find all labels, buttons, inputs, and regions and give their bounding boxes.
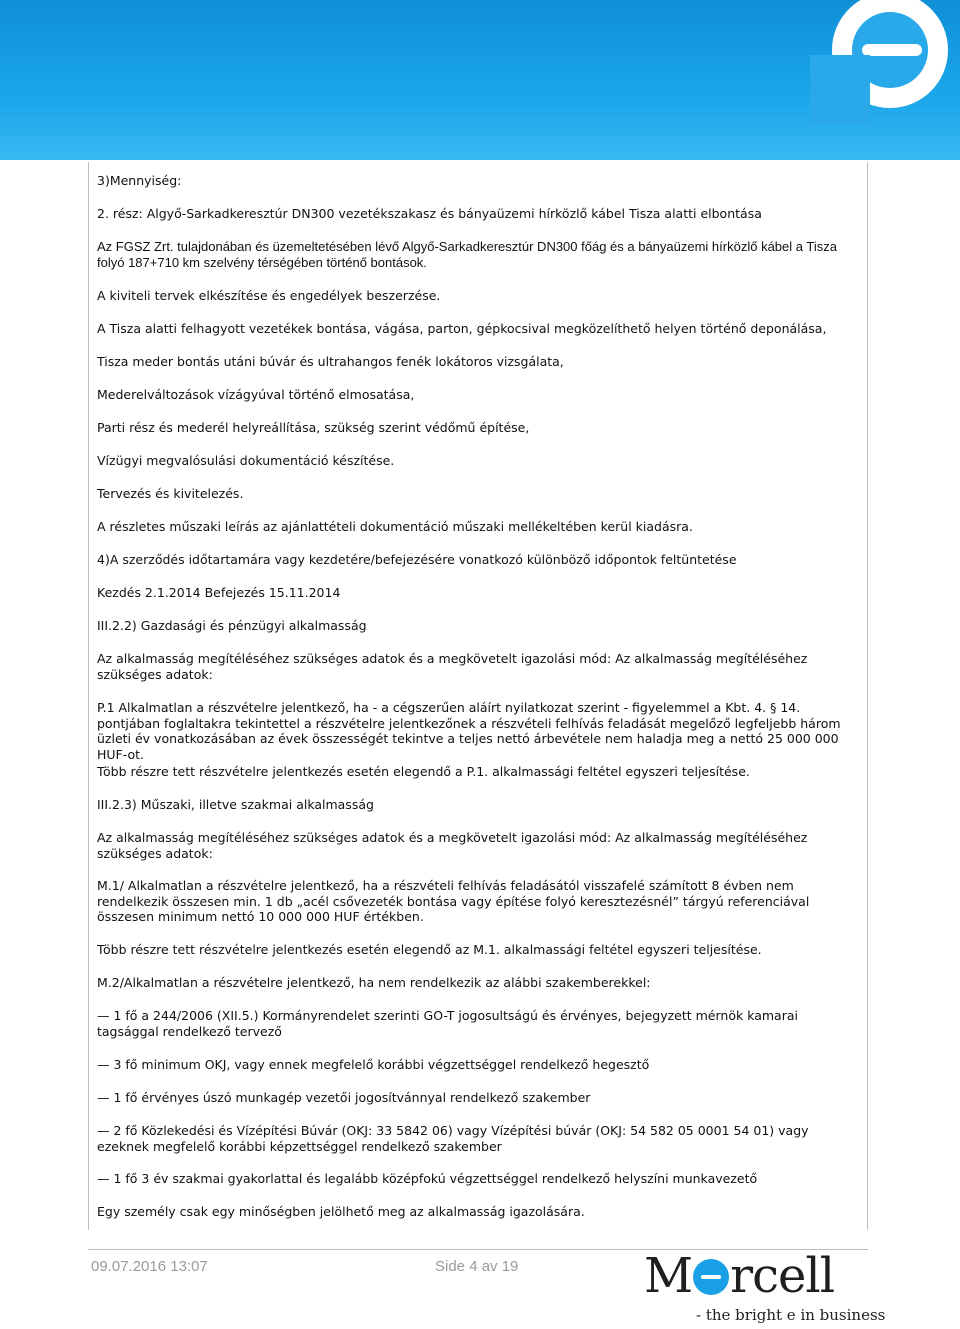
- paragraph-12: 4)A szerződés időtartamára vagy kezdetére/befejezésére vonatkozó különböző időpontok feltüntetése: [97, 552, 737, 567]
- footer-page-number: Side 4 av 19: [435, 1258, 519, 1275]
- paragraph-24: — 3 fő minimum OKJ, vagy ennek megfelelő korábbi végzettséggel rendelkező hegesztő: [97, 1057, 650, 1072]
- paragraph-2: 2. rész: Algyő-Sarkadkeresztúr DN300 vezetékszakasz és bányaüzemi hírközlő kábel Tisza alatti elbontása: [97, 206, 762, 221]
- paragraph-28: Egy személy csak egy minőségben jelölhető meg az alkalmasság igazolására.: [97, 1204, 585, 1219]
- right-margin-rule: [867, 162, 868, 1230]
- paragraph-18: III.2.3) Műszaki, illetve szakmai alkalmasság: [97, 797, 374, 812]
- paragraph-20: M.1/ Alkalmatlan a részvételre jelentkező, ha a részvételi felhívás feladásától visszafelé számított 8 évben nem rendelkezik összesen min. 1 db „acél csővezeték bontása vagy építése folyó keresztezésnél” tárgyú referenciával összesen minimum nettó 10 000 000 HUF értékben.: [97, 878, 810, 924]
- brand-wordmark: [644, 1248, 834, 1304]
- paragraph-10: Tervezés és kivitelezés.: [97, 486, 244, 501]
- brand-e-icon: [693, 1259, 729, 1295]
- paragraph-5: A Tisza alatti felhagyott vezetékek bontása, vágása, parton, gépkocsival megközelíthető helyen történő deponálása,: [97, 321, 827, 336]
- paragraph-6: Tisza meder bontás utáni búvár és ultrahangos fenék lokátoros vizsgálata,: [97, 354, 564, 369]
- paragraph-1: 3)Mennyiség:: [97, 173, 182, 188]
- paragraph-19: Az alkalmasság megítéléséhez szükséges adatok és a megkövetelt igazolási mód: Az alkalmasság megítéléséhez szükséges adatok:: [97, 830, 808, 861]
- paragraph-7: Mederelváltozások vízágyúval történő elmosatása,: [97, 387, 415, 402]
- paragraph-11: A részletes műszaki leírás az ajánlattételi dokumentáció műszaki mellékeltében kerül kiadásra.: [97, 519, 693, 534]
- brand-logo: [644, 1248, 886, 1329]
- paragraph-23: — 1 fő a 244/2006 (XII.5.) Kormányrendelet szerinti GO-T jogosultságú és érvényes, bejegyzett mérnök kamarai tagsággal rendelkező tervező: [97, 1008, 798, 1039]
- paragraph-21: Több részre tett részvételre jelentkezés esetén elegendő az M.1. alkalmassági feltétel egyszeri teljesítése.: [97, 942, 762, 957]
- left-margin-rule: [88, 162, 89, 1230]
- footer-timestamp: 09.07.2016 13:07: [91, 1258, 208, 1275]
- paragraph-14: III.2.2) Gazdasági és pénzügyi alkalmasság: [97, 618, 367, 633]
- paragraph-8: Parti rész és mederél helyreállítása, szükség szerint védőmű építése,: [97, 420, 530, 435]
- paragraph-27: — 1 fő 3 év szakmai gyakorlattal és legalább középfokú végzettséggel rendelkező helyszíni munkavezető: [97, 1171, 758, 1186]
- brand-e-logo-icon: [790, 0, 960, 160]
- paragraph-15: Az alkalmasság megítéléséhez szükséges adatok és a megkövetelt igazolási mód: Az alkalmasság megítéléséhez szükséges adatok:: [97, 651, 808, 682]
- paragraph-22: M.2/Alkalmatlan a részvételre jelentkező, ha nem rendelkezik az alábbi szakemberekkel:: [97, 975, 651, 990]
- paragraph-13: Kezdés 2.1.2014 Befejezés 15.11.2014: [97, 585, 341, 600]
- paragraph-3: Az FGSZ Zrt. tulajdonában és üzemeltetésében lévő Algyő-Sarkadkeresztúr DN300 főág és a bányaüzemi hírközlő kábel a Tisza folyó 187+710 km szelvény térségében történő bontások.: [97, 239, 837, 270]
- brand-name-start: M: [644, 1248, 693, 1304]
- paragraph-26: — 2 fő Közlekedési és Vízépítési Búvár (OKJ: 33 5842 06) vagy Vízépítési búvár (OKJ: 54 582 05 0001 54 01) vagy ezeknek megfelelő korábbi képzettséggel rendelkező szakember: [97, 1123, 809, 1154]
- brand-tagline: - the bright e in business: [696, 1306, 886, 1324]
- paragraph-16: P.1 Alkalmatlan a részvételre jelentkező, ha - a cégszerűen aláírt nyilatkozat szerint - figyelemmel a Kbt. 4. § 14. pontjában foglaltakra tekintettel a részvételre jelentkezőnek a részvételi felhívás feladását megelőző legfeljebb három üzleti év vonatkozásában az évek összességét tekintve a teljes nettó árbevétele nem haladja meg a nettó 25 000 000 HUF-ot.: [97, 700, 841, 762]
- paragraph-17: Több részre tett részvételre jelentkezés esetén elegendő a P.1. alkalmassági feltétel egyszeri teljesítése.: [97, 764, 750, 779]
- header-banner: [0, 0, 960, 160]
- brand-name-end: rcell: [730, 1248, 835, 1304]
- paragraph-9: Vízügyi megvalósulási dokumentáció készítése.: [97, 453, 395, 468]
- paragraph-4: A kiviteli tervek elkészítése és engedélyek beszerzése.: [97, 288, 441, 303]
- paragraph-25: — 1 fő érvényes úszó munkagép vezetői jogosítvánnyal rendelkező szakember: [97, 1090, 591, 1105]
